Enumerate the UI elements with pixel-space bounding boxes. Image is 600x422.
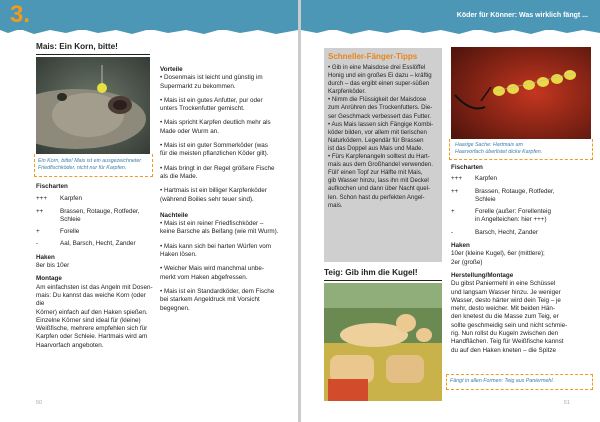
caption-line: Ein Korn, bitte! Mais ist ein ausgezeichneter bbox=[38, 158, 142, 164]
vorteile-line: • Dosenmais ist leicht und günstig im bbox=[160, 74, 263, 82]
photo-caption-left bbox=[38, 158, 150, 171]
photo-caption-right bbox=[455, 142, 589, 155]
nachteile-line: • Mais ist ein reiner Friedfischköder – bbox=[160, 220, 264, 228]
tip-line: zum Anrühren des Trockenfutters. Die- bbox=[328, 104, 433, 112]
tip-line: Karpfenköder. bbox=[328, 88, 366, 96]
herstellung-label: Herstellung/Montage bbox=[451, 271, 514, 279]
vorteile-line: für die meisten pflanzlichen Köder gilt). bbox=[160, 150, 269, 158]
fischarten-label: Fischarten bbox=[36, 183, 68, 190]
chapter-number: 3. bbox=[10, 1, 31, 28]
herstellung-line: sollte geschmeidig sein und nicht schmie- bbox=[451, 321, 568, 329]
nachteile-line: merkt vom Haken abgefressen. bbox=[160, 273, 248, 281]
montage-line: Karpfen oder Schleie. Hartmais wird am bbox=[36, 333, 148, 341]
herstellung-line: Wasser, desto härter wird dein Teig – je bbox=[451, 296, 561, 304]
rating-symbol: +++ bbox=[36, 195, 48, 203]
montage-line: Körner) einfach auf den Haken spießen. bbox=[36, 308, 148, 316]
vorteile-line: • Hartmais ist ein billiger Karpfenköder bbox=[160, 187, 267, 195]
left-page bbox=[0, 0, 298, 422]
tip-line: köder bilden, vor allem mit tierischen bbox=[328, 128, 427, 136]
fischarten-label: Fischarten bbox=[451, 164, 483, 171]
nachteile-label: Nachteile bbox=[160, 211, 188, 219]
nachteile-line: • Mais ist ein Standardköder, dem Fische bbox=[160, 287, 275, 295]
vorteile-line: • Mais bringt in der Regel größere Fische bbox=[160, 164, 275, 172]
tip-line: len. Schon hast du perfekten Angel- bbox=[328, 193, 425, 201]
caption-line: Haarige Sache: Hartmais am bbox=[455, 142, 524, 148]
header-banner-right bbox=[301, 0, 600, 30]
fish-species: Aal, Barsch, Hecht, Zander bbox=[60, 240, 136, 248]
fish-species: Schleie bbox=[60, 215, 81, 223]
tip-line: ser Geschmack verbessert das Futter. bbox=[328, 112, 431, 120]
montage-line: Einzelne Körner sind ideal für (kleine) bbox=[36, 316, 141, 324]
tip-line: durch – das ergibt einen super-süßen bbox=[328, 80, 430, 88]
vorteile-nachteile-column bbox=[160, 66, 284, 313]
herstellung-line: und langsam Wasser hinzu. Je weniger bbox=[451, 288, 561, 296]
tip-line: gib Wasser hinzu, lass ihn mit Deckel bbox=[328, 177, 429, 185]
herstellung-line: Du gibst Paniermehl in eine Schüssel bbox=[451, 280, 556, 288]
fish-species: Karpfen bbox=[475, 175, 498, 183]
caption-line: Haarvorfach überlistet dicke Karpfen. bbox=[455, 148, 543, 155]
rating-symbol: +++ bbox=[451, 175, 463, 183]
fischarten-block-left bbox=[36, 183, 154, 350]
haken-line: 2er (große) bbox=[451, 258, 483, 266]
tip-line: ist das Doppel aus Mais und Made. bbox=[328, 144, 424, 152]
nachteile-line: Haken lösen. bbox=[160, 251, 197, 259]
fish-species: Karpfen bbox=[60, 195, 83, 203]
tip-line: Naturködern. Legendär für Brassen bbox=[328, 136, 424, 144]
fish-species: in Angelteichen: hier +++) bbox=[475, 216, 547, 224]
tip-line: • Aus Mais lassen sich Fängige Kombi- bbox=[328, 120, 434, 128]
vorteile-line: (während Boilies sehr teuer sind). bbox=[160, 195, 254, 203]
tip-line: mais aus dem Großhandel verwenden. bbox=[328, 161, 434, 169]
heading-rule bbox=[36, 54, 150, 55]
rating-symbol bbox=[451, 216, 475, 224]
right-page bbox=[301, 0, 600, 422]
fish-species: Schleie bbox=[475, 195, 496, 203]
vorteile-line: unters Trockenfutter gemischt. bbox=[160, 105, 245, 113]
vorteile-line: Made oder Wurm an. bbox=[160, 127, 220, 135]
running-header-title: Köder für Könner: Was wirklich fängt ... bbox=[456, 12, 588, 19]
herstellung-line: Handflächen. Teig für Weißfische kannst bbox=[451, 338, 564, 346]
rating-symbol: ++ bbox=[451, 187, 459, 195]
rating-symbol bbox=[36, 216, 60, 224]
tip-line: Honig und ein großes Ei dazu – kräftig bbox=[328, 72, 432, 80]
montage-label: Montage bbox=[36, 275, 62, 283]
photo-caption-teig: Fängt in allen Formen: Teig aus Paniermehl. bbox=[450, 378, 555, 384]
nachteile-line: • Weicher Mais wird manchmal unbe- bbox=[160, 265, 264, 273]
herstellung-line: den knetest du die Masse zum Teig, er bbox=[451, 313, 559, 321]
tips-text bbox=[328, 64, 440, 210]
haken-label: Haken bbox=[36, 253, 55, 261]
herstellung-line: mehr, desto weicher. Mit beiden Hän- bbox=[451, 305, 555, 313]
page-number-left: 50 bbox=[36, 400, 43, 406]
rating-symbol bbox=[451, 196, 475, 204]
montage-line: Am einfachsten ist das Angeln mit Dosen- bbox=[36, 283, 153, 291]
vorteile-line: als die Made. bbox=[160, 172, 198, 180]
haken-label: Haken bbox=[451, 242, 470, 250]
haken-line: 10er (kleine Kugel), 6er (mittlere); bbox=[451, 250, 545, 258]
tip-line: aufkochen und dann über Nacht quel- bbox=[328, 185, 430, 193]
montage-line: Weißfische, mehrere empfehlen sich für bbox=[36, 325, 148, 333]
tip-line: Füll' einen Topf zur Hälfte mit Mais, bbox=[328, 169, 423, 177]
photo-carp-corn bbox=[36, 57, 150, 154]
tip-line: mais. bbox=[328, 201, 343, 209]
vorteile-line: • Mais ist ein guter Sommerköder (was bbox=[160, 142, 268, 150]
rating-symbol: - bbox=[36, 240, 39, 248]
fish-species: Forelle (außer: Forellenteig bbox=[475, 208, 551, 216]
vorteile-label: Vorteile bbox=[160, 66, 183, 73]
montage-line: mais: Du kannst das weiche Korn (oder die bbox=[36, 291, 146, 308]
vorteile-line: • Mais ist ein gutes Anfutter, pur oder bbox=[160, 96, 263, 104]
section-heading-mais: Mais: Ein Korn, bitte! bbox=[36, 42, 118, 51]
nachteile-line: • Mais kann sich bei harten Würfen vom bbox=[160, 242, 272, 250]
page-number-right: 51 bbox=[563, 400, 570, 406]
nachteile-line: begegnen. bbox=[160, 304, 190, 312]
herstellung-line: rig. Nun rollst du Kugeln zwischen den bbox=[451, 330, 559, 338]
fish-species: Forelle bbox=[60, 228, 80, 236]
caption-line: Friedfischköder, nicht nur für Karpfen. bbox=[38, 164, 127, 171]
photo-hard-corn-hair-rig bbox=[451, 47, 591, 139]
herstellung-line: du auf den Haken kneten – die Spitze bbox=[451, 346, 557, 354]
tip-line: • Gib in eine Maisdose drei Esslöffel bbox=[328, 64, 426, 71]
rating-symbol: + bbox=[451, 208, 455, 216]
haken-value: 8er bis 10er bbox=[36, 262, 70, 270]
rating-symbol: ++ bbox=[36, 207, 44, 215]
rating-symbol: + bbox=[36, 228, 40, 236]
header-banner-left bbox=[0, 0, 298, 30]
section-heading-teig: Teig: Gib ihm die Kugel! bbox=[324, 268, 418, 277]
heading-rule bbox=[324, 280, 442, 281]
fish-species: Barsch, Hecht, Zander bbox=[475, 228, 538, 236]
photo-dough-bait bbox=[324, 283, 442, 401]
montage-line: Haarvorfach angeboten. bbox=[36, 341, 104, 349]
fish-species: Brassen, Rotauge, Rotfeder, bbox=[60, 207, 140, 215]
fish-species: Brassen, Rotauge, Rotfeder, bbox=[475, 187, 555, 195]
vorteile-line: Supermarkt zu bekommen. bbox=[160, 82, 236, 90]
tip-line: • Nimm die Flüssigkeit der Maisdose bbox=[328, 96, 427, 104]
nachteile-line: keine Barsche als Beifang (wie mit Wurm). bbox=[160, 228, 279, 236]
rating-symbol: - bbox=[451, 228, 454, 236]
fischarten-block-right bbox=[451, 164, 591, 355]
tips-heading: Schneller-Fänger-Tipps bbox=[328, 52, 418, 61]
tip-line: • Fürs Karpfenangeln solltest du Hart- bbox=[328, 153, 430, 161]
nachteile-line: bei starkem Angeldruck mit Vorsicht bbox=[160, 296, 260, 304]
vorteile-line: • Mais spricht Karpfen deutlich mehr als bbox=[160, 119, 271, 127]
